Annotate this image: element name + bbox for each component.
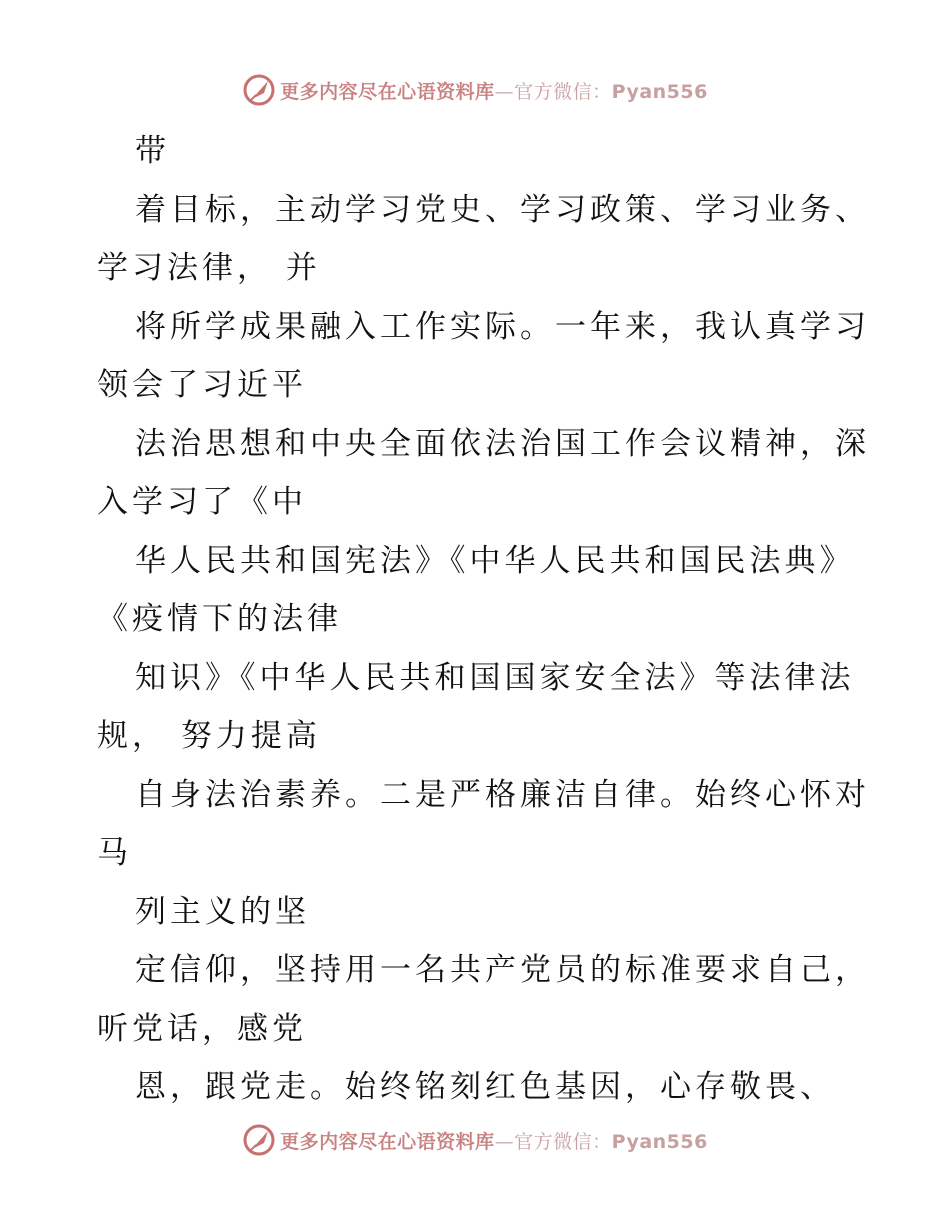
text-line: 恩，跟党走。始终铭刻红色基因，心存敬畏、 bbox=[135, 1069, 835, 1105]
header-watermark bbox=[0, 70, 950, 110]
text-line: 法治思想和中央全面依法治国工作会议精神，深 bbox=[135, 425, 870, 462]
watermark-separator: — bbox=[494, 1130, 515, 1153]
text-line: 将所学成果融入工作实际。一年来，我认真学习 bbox=[135, 308, 870, 345]
footer-watermark bbox=[0, 1120, 950, 1160]
text-line: 入学习了《中 bbox=[97, 484, 307, 520]
watermark-text bbox=[280, 1127, 708, 1154]
watermark-wechat-id: Pyan556 bbox=[611, 80, 708, 103]
text-line: 着目标，主动学习党史、学习政策、学习业务、 bbox=[135, 191, 870, 228]
text-line: 学习法律， 并 bbox=[97, 250, 321, 286]
text-line: 马 bbox=[97, 835, 132, 871]
text-line: 定信仰，坚持用一名共产党员的标准要求自己， bbox=[135, 952, 870, 988]
watermark-text bbox=[280, 77, 708, 104]
text-line: 列主义的坚 bbox=[135, 893, 310, 930]
text-line: 华人民共和国宪法》《中华人民共和国民法典》 bbox=[135, 542, 855, 579]
watermark-brand: 更多内容尽在心语资料库 bbox=[280, 80, 495, 103]
quill-logo-icon bbox=[242, 1123, 276, 1157]
watermark-wechat-label: 官方微信： bbox=[514, 1130, 612, 1153]
watermark-brand: 更多内容尽在心语资料库 bbox=[280, 1130, 495, 1153]
quill-logo-icon bbox=[242, 73, 276, 107]
text-line: 听党话，感党 bbox=[97, 1010, 307, 1047]
text-line: 知识》《中华人民共和国国家安全法》等法律法 bbox=[135, 659, 855, 696]
watermark-wechat-id: Pyan556 bbox=[611, 1130, 708, 1153]
text-line: 自身法治素养。二是严格廉洁自律。始终心怀对 bbox=[135, 776, 870, 813]
watermark-wechat-label: 官方微信： bbox=[514, 80, 612, 103]
document-body bbox=[97, 122, 870, 1117]
text-line: 带 bbox=[135, 133, 170, 169]
watermark-separator: — bbox=[494, 80, 515, 103]
text-line: 领会了习近平 bbox=[97, 367, 307, 403]
text-line: 《疫情下的法律 bbox=[97, 601, 342, 637]
text-line: 规， 努力提高 bbox=[97, 718, 321, 754]
